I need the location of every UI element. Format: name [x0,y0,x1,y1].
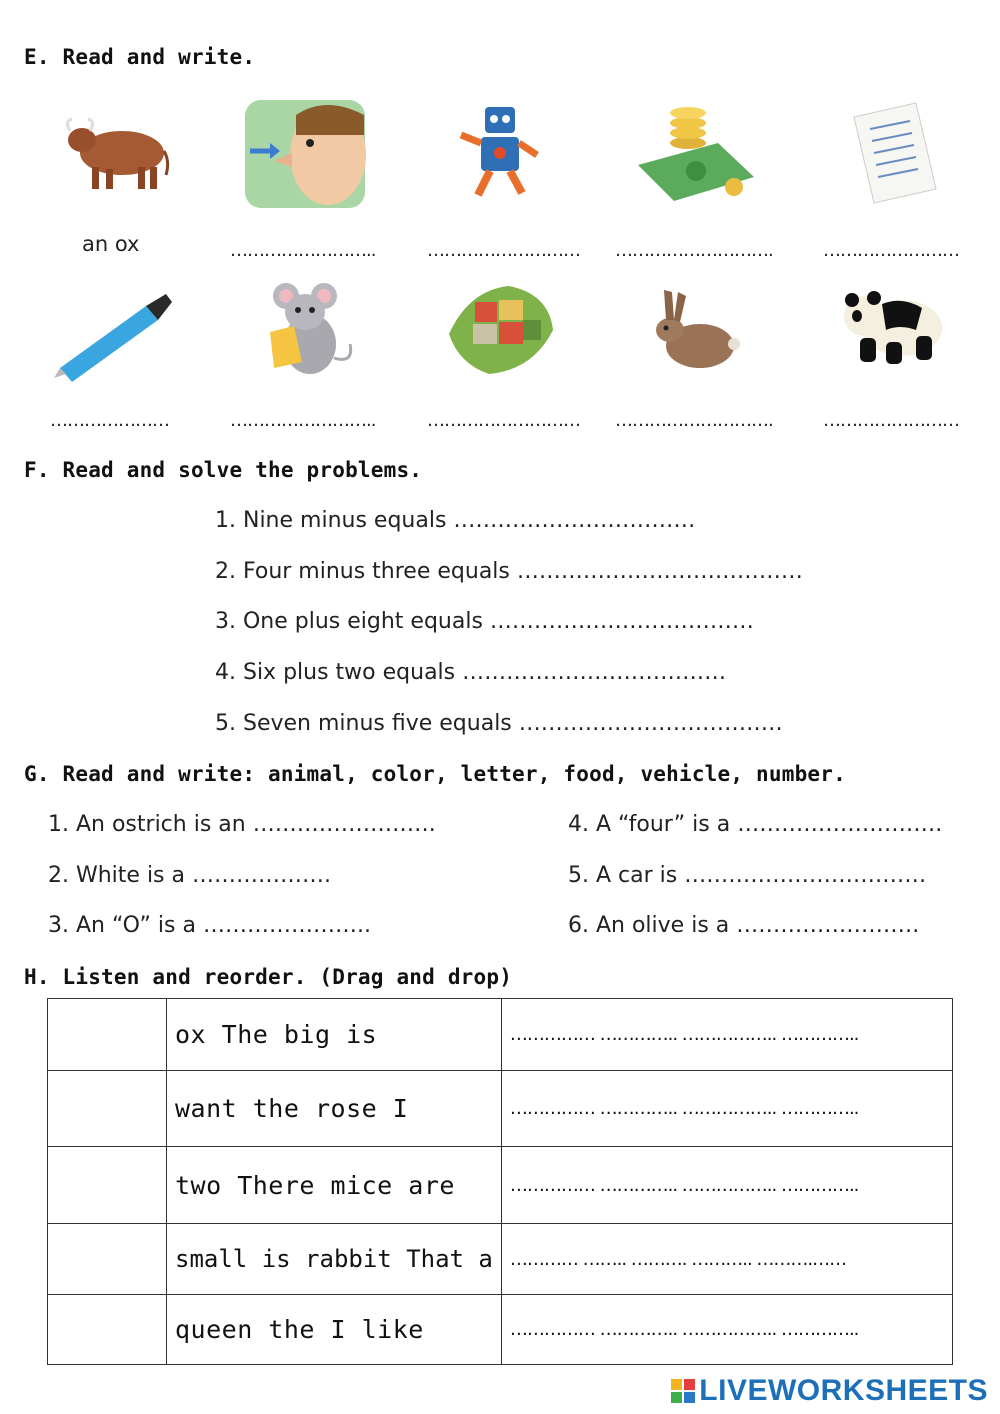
question-1[interactable]: 1. An ostrich is an ……………………. [48,812,436,837]
section-e-heading: E. Read and write. [24,45,256,69]
problem-5[interactable]: 5. Seven minus five equals ……………………………… [215,711,783,736]
audio-cell[interactable] [48,1147,167,1224]
question-2[interactable]: 2. White is a ………………. [48,863,331,888]
answer-slots[interactable]: ………… …….. ………. ……….. ……….…… [501,1224,952,1295]
audio-cell[interactable] [48,1071,167,1147]
section-f-heading: F. Read and solve the problems. [24,458,423,482]
logo-icon [671,1379,695,1403]
money-icon [630,95,760,215]
answer-blank[interactable]: ………………… [50,410,169,431]
scrambled-words[interactable]: want the rose I [167,1071,502,1147]
audio-cell[interactable] [48,999,167,1071]
rabbit-icon [630,272,760,392]
answer-slots[interactable]: …………… ………….. …………….. ………….. [501,999,952,1071]
mouse-icon [240,272,370,392]
problem-4[interactable]: 4. Six plus two equals ……………………………… [215,660,727,685]
scrambled-words[interactable]: small is rabbit That a [167,1224,502,1295]
table-row [48,1295,953,1365]
brand-name: LIVEWORKSHEETS [699,1374,988,1407]
section-h-heading: H. Listen and reorder. (Drag and drop) [24,965,513,989]
question-6[interactable]: 6. An olive is a ……………………. [568,913,920,938]
answer-blank[interactable]: …………………… [823,410,959,431]
reorder-table [47,998,953,1365]
answer-blank[interactable]: …………………….. [230,410,376,431]
table-row [48,1071,953,1147]
scrambled-words[interactable]: queen the I like [167,1295,502,1365]
answer-blank[interactable]: ………………………. [615,240,773,261]
scrambled-words[interactable]: ox The big is [167,999,502,1071]
problem-3[interactable]: 3. One plus eight equals ……………………………… [215,609,754,634]
answer-slots[interactable]: …………… ………….. …………….. ………….. [501,1071,952,1147]
table-row [48,999,953,1071]
question-3[interactable]: 3. An “O” is a ………………….. [48,913,371,938]
answer-blank[interactable]: …………………….. [230,240,376,261]
scrambled-words[interactable]: two There mice are [167,1147,502,1224]
audio-cell[interactable] [48,1224,167,1295]
problem-1[interactable]: 1. Nine minus equals …………………………… [215,508,696,533]
quilt-icon [435,272,565,392]
robot-icon [435,95,565,215]
question-5[interactable]: 5. A car is …………………………… [568,863,927,888]
answer-blank[interactable]: ………………………. [615,410,773,431]
table-row [48,1147,953,1224]
section-g-heading: G. Read and write: animal, color, letter, food, vehicle, number. [24,762,846,786]
problem-2[interactable]: 2. Four minus three equals ………………………………… [215,559,803,584]
answer-blank[interactable]: …………………… [823,240,959,261]
example-answer: an ox [82,232,140,256]
ox-icon [50,95,180,215]
question-4[interactable]: 4. A “four” is a ………………………. [568,812,943,837]
table-row [48,1224,953,1295]
liveworksheets-logo[interactable] [671,1374,988,1408]
paper-icon [830,95,960,215]
pen-icon [50,272,180,392]
answer-blank[interactable]: ……………………… [427,410,580,431]
nose-icon [240,95,370,215]
panda-icon [830,272,960,392]
answer-slots[interactable]: …………… ………….. …………….. ………….. [501,1147,952,1224]
answer-blank[interactable]: ……………………… [427,240,580,261]
audio-cell[interactable] [48,1295,167,1365]
answer-slots[interactable]: …………… ………….. …………….. ………….. [501,1295,952,1365]
